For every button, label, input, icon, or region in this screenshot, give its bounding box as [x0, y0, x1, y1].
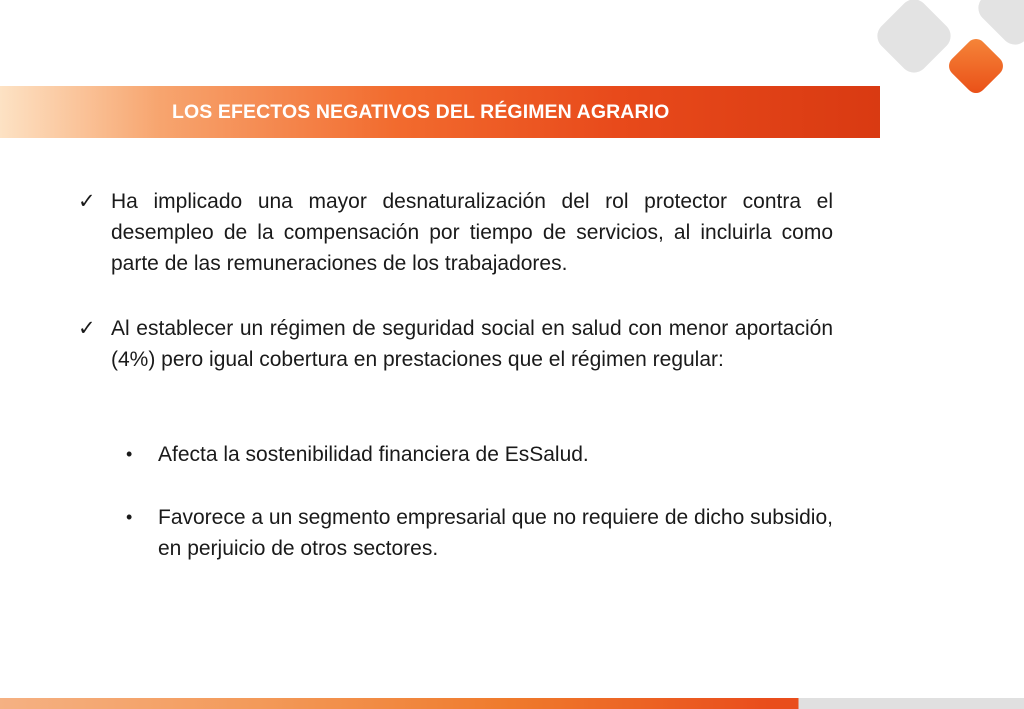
check-item [78, 186, 833, 279]
bullet-icon: • [126, 444, 133, 464]
checkmark-icon: ✓ [78, 317, 96, 340]
bullet-icon: • [126, 507, 133, 527]
slide-title: LOS EFECTOS NEGATIVOS DEL RÉGIMEN AGRARIO [172, 101, 670, 123]
bullet-item [126, 502, 833, 564]
bullet-item-text: Favorece a un segmento empresarial que no requiere de dicho subsidio, en perjuicio de otros sectores. [158, 506, 833, 560]
decor-diamond-gray [872, 0, 957, 78]
decor-diamond-orange [945, 35, 1007, 97]
check-item [78, 313, 833, 375]
check-item-text: Ha implicado una mayor desnaturalización del rol protector contra el desempleo de la compensación por tiempo de servicios, al incluirla como parte de las remuneraciones de los trabajadores. [111, 190, 833, 275]
check-item-text: Al establecer un régimen de seguridad social en salud con menor aportación (4%) pero igual cobertura en prestaciones que el régimen regular: [111, 317, 833, 371]
footer-stripe [0, 698, 1024, 709]
bullet-item [126, 439, 833, 470]
bullet-item-text: Afecta la sostenibilidad financiera de EsSalud. [158, 443, 589, 466]
checkmark-icon: ✓ [78, 190, 96, 213]
